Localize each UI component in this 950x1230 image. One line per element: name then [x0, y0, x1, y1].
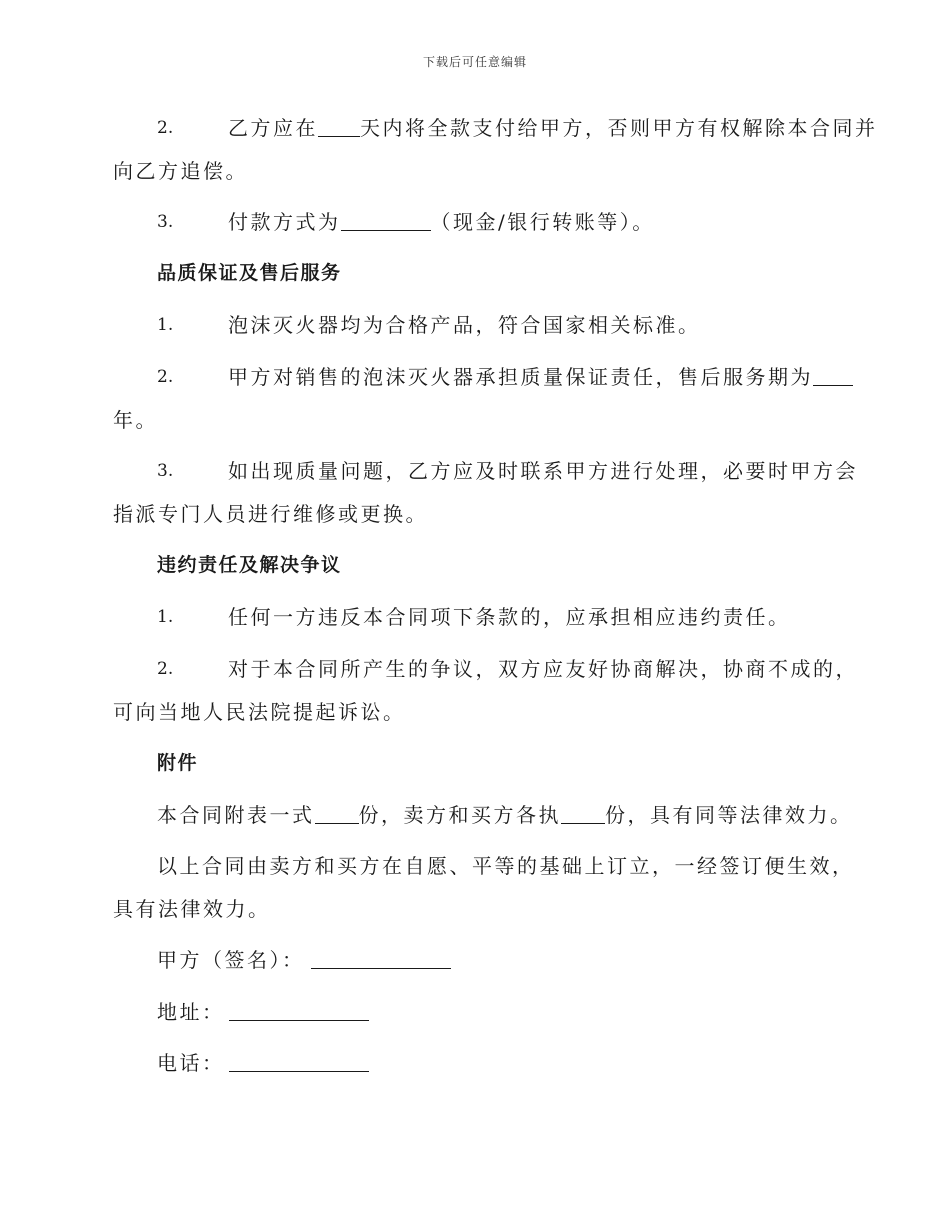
party-a-signature-blank[interactable] — [311, 946, 451, 969]
breach-item2-line1: 对于本合同所产生的争议，双方应友好协商解决，协商不成的， — [228, 657, 858, 681]
phone-line — [157, 1048, 369, 1078]
quality-item2-line2: 年。 — [113, 408, 158, 432]
payment-item3-text-b: （现金/银行转账等）。 — [430, 210, 655, 234]
quality-item2-text: 甲方对销售的泡沫灭火器承担质量保证责任，售后服务期为 — [228, 365, 813, 389]
payment-item2-number: 2. — [157, 118, 174, 138]
quality-item3-number: 3. — [157, 461, 174, 481]
warranty-years-blank[interactable] — [813, 363, 853, 386]
phone-label: 电话： — [157, 1051, 225, 1075]
payment-item2-line1 — [228, 113, 878, 143]
quality-item1-text: 泡沫灭火器均为合格产品，符合国家相关标准。 — [228, 313, 701, 337]
quality-item2-line1 — [228, 362, 853, 392]
breach-item1-text: 任何一方违反本合同项下条款的，应承担相应违约责任。 — [228, 605, 791, 629]
payment-item3-number: 3. — [157, 212, 174, 232]
annex-p1-text-b: 份，卖方和买方各执 — [358, 803, 561, 827]
annex-p1-text-c: 份，具有同等法律效力。 — [605, 803, 853, 827]
copies-total-blank[interactable] — [315, 801, 359, 824]
phone-blank[interactable] — [229, 1049, 369, 1072]
address-label: 地址： — [157, 1000, 225, 1024]
annex-paragraph2-line2: 具有法律效力。 — [113, 897, 271, 921]
party-a-signature-line — [157, 945, 451, 975]
payment-item2-text-a: 乙方应在 — [228, 116, 318, 140]
days-blank[interactable] — [318, 114, 360, 137]
payment-method-blank[interactable] — [341, 208, 431, 231]
address-blank[interactable] — [229, 998, 369, 1021]
quality-item3-line1: 如出现质量问题，乙方应及时联系甲方进行处理，必要时甲方会 — [228, 459, 858, 483]
payment-item3-line — [228, 207, 655, 237]
annex-paragraph2-line1: 以上合同由卖方和买方在自愿、平等的基础上订立，一经签订便生效， — [157, 854, 855, 878]
quality-heading: 品质保证及售后服务 — [157, 262, 342, 284]
annex-paragraph1 — [157, 800, 853, 830]
annex-p1-text-a: 本合同附表一式 — [157, 803, 315, 827]
payment-item3-text-a: 付款方式为 — [228, 210, 341, 234]
breach-item1-number: 1. — [157, 607, 174, 627]
breach-heading: 违约责任及解决争议 — [157, 554, 342, 576]
copies-each-blank[interactable] — [561, 801, 605, 824]
payment-item2-text-b: 天内将全款支付给甲方，否则甲方有权解除本合同并 — [360, 116, 878, 140]
party-a-label: 甲方（签名）： — [157, 948, 305, 972]
address-line — [157, 997, 369, 1027]
page-header: 下载后可任意编辑 — [422, 55, 527, 69]
quality-item2-number: 2. — [157, 367, 174, 387]
annex-heading: 附件 — [157, 752, 199, 774]
breach-item2-line2: 可向当地人民法院提起诉讼。 — [113, 700, 406, 724]
breach-item2-number: 2. — [157, 659, 174, 679]
quality-item1-number: 1. — [157, 315, 174, 335]
quality-item3-line2: 指派专门人员进行维修或更换。 — [113, 502, 428, 526]
payment-item2-line2: 向乙方追偿。 — [113, 159, 248, 183]
